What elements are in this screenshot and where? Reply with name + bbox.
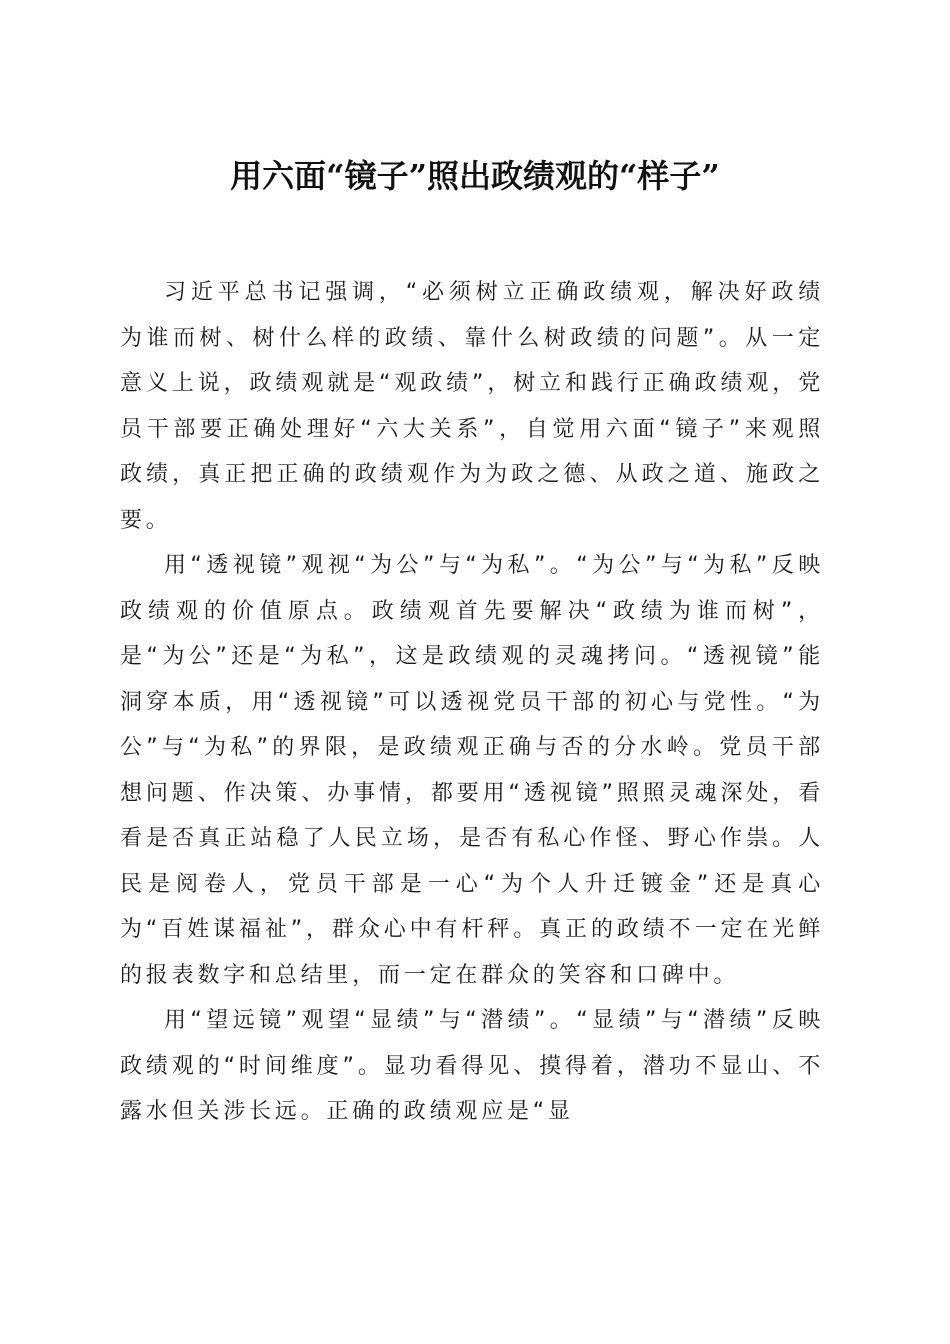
- paragraph-intro: 习近平总书记强调，“必须树立正确政绩观，解决好政绩为谁而树、树什么样的政绩、靠什么树政绩的问题”。从一定意义上说，政绩观就是“观政绩”，树立和践行正确政绩观，党员干部要正确处理好“六大关系”，自觉用六面“镜子”来观照政绩，真正把正确的政绩观作为为政之德、从政之道、施政之要。: [120, 280, 824, 533]
- paragraph-telescope: 用“望远镜”观望“显绩”与“潜绩”。“显绩”与“潜绩”反映政绩观的“时间维度”。显功看得见、摸得着，潜功不显山、不露水但关涉长远。正确的政绩观应是“显: [120, 1008, 824, 1124]
- document-title: 用六面“镜子”照出政绩观的“样子”: [230, 157, 720, 195]
- document-body: [120, 270, 824, 1135]
- paragraph-perspective-mirror: 用“透视镜”观视“为公”与“为私”。“为公”与“为私”反映政绩观的价值原点。政绩观首先要解决“政绩为谁而树”，是“为公”还是“为私”，这是政绩观的灵魂拷问。“透视镜”能洞穿本质，用“透视镜”可以透视党员干部的初心与党性。“为公”与“为私”的界限，是政绩观正确与否的分水岭。党员干部想问题、作决策、办事情，都要用“透视镜”照照灵魂深处，看看是否真正站稳了人民立场，是否有私心作怪、野心作祟。人民是阅卷人，党员干部是一心“为个人升迁镀金”还是真心为“百姓谋福祉”，群众心中有杆秤。真正的政绩不一定在光鲜的报表数字和总结里，而一定在群众的笑容和口碑中。: [120, 553, 824, 988]
